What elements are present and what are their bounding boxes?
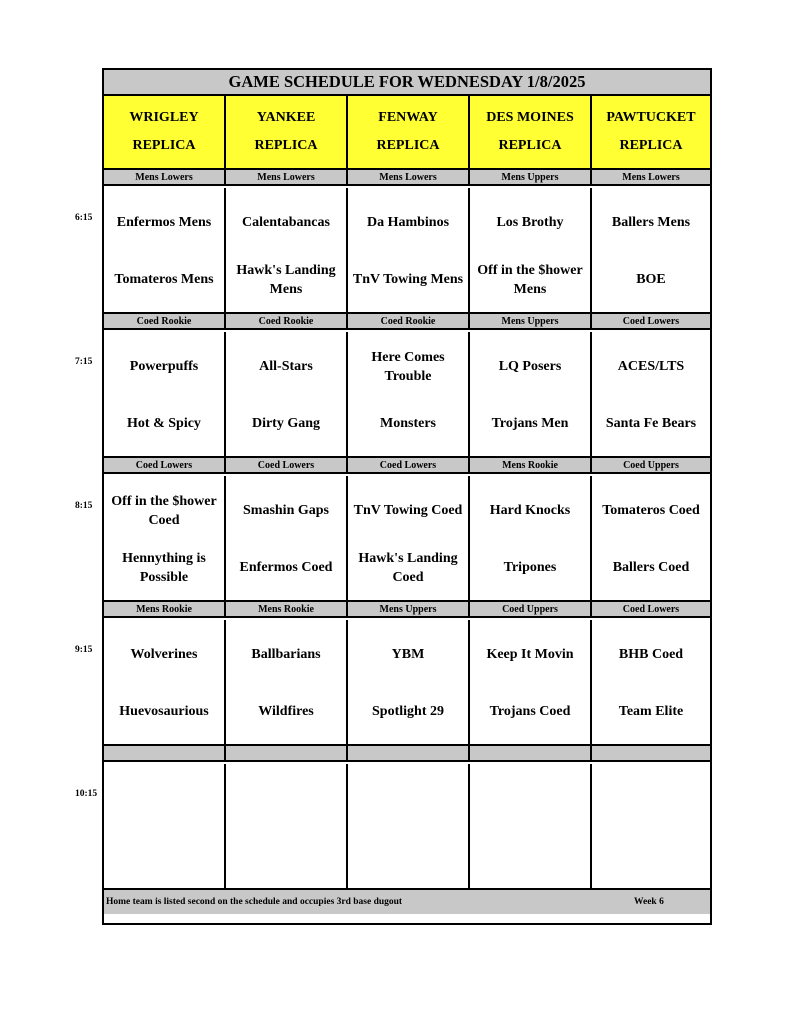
venue-name: WRIGLEY [129, 110, 199, 125]
division-label: Mens Rookie [226, 602, 348, 616]
away-team: BHB Coed [618, 647, 684, 662]
division-label: Coed Lowers [226, 458, 348, 472]
division-label: Coed Rookie [104, 314, 226, 328]
game-cell [104, 332, 226, 458]
home-team: Santa Fe Bears [605, 416, 697, 431]
division-row [104, 456, 710, 474]
division-label: Coed Lowers [622, 315, 680, 327]
game-cell [470, 764, 592, 890]
away-team: ACES/LTS [617, 359, 685, 374]
game-cell [470, 476, 592, 602]
division-label: Mens Uppers [348, 602, 470, 616]
away-team: TnV Towing Coed [353, 503, 463, 518]
home-team: BOE [636, 272, 666, 287]
venue-name: YANKEE [256, 110, 316, 125]
venue-subtitle: REPLICA [254, 138, 318, 153]
home-team: Trojans Men [491, 416, 569, 431]
game-cell [104, 476, 226, 602]
game-cell [104, 620, 226, 746]
division-label [470, 746, 592, 760]
game-cell [226, 332, 348, 458]
game-cell [104, 188, 226, 314]
division-label [226, 746, 348, 760]
home-team: Tomateros Mens [114, 272, 214, 287]
venue-header [348, 96, 470, 168]
home-team: Dirty Gang [251, 416, 321, 431]
footer-row [104, 888, 710, 914]
division-label: Mens Lowers [104, 170, 226, 184]
away-team: LQ Posers [498, 359, 562, 374]
away-team: Wolverines [130, 647, 198, 662]
game-cell [226, 188, 348, 314]
division-label [592, 746, 710, 760]
game-cell [592, 764, 710, 890]
away-team: Here Comes Trouble [371, 349, 445, 384]
division-row [104, 600, 710, 618]
division-label: Coed Uppers [623, 459, 679, 471]
venue-header [104, 96, 226, 168]
division-label: Mens Lowers [226, 170, 348, 184]
home-team: Hennything is Possible [122, 550, 206, 585]
away-team: Powerpuffs [129, 359, 199, 374]
game-row [104, 188, 710, 314]
away-team: Smashin Gaps [243, 503, 329, 518]
game-cell [348, 764, 470, 890]
home-team: TnV Towing Mens [352, 272, 464, 287]
game-cell [470, 332, 592, 458]
venue-header [226, 96, 348, 168]
venue-header [592, 96, 710, 168]
away-team: Ballbarians [251, 647, 321, 662]
home-team: Spotlight 29 [372, 704, 444, 719]
division-label: Coed Lowers [104, 458, 226, 472]
venue-header [470, 96, 592, 168]
game-cell [348, 188, 470, 314]
title-row [104, 70, 710, 96]
division-label: Mens Lowers [348, 170, 470, 184]
venue-header-row [104, 96, 710, 170]
game-cell [226, 764, 348, 890]
game-cell [592, 332, 710, 458]
away-team: Ballers Mens [611, 215, 691, 230]
division-label [348, 746, 470, 760]
division-label: Mens Uppers [470, 314, 592, 328]
game-row [104, 764, 710, 890]
game-cell [104, 764, 226, 890]
division-label: Mens Lowers [622, 171, 680, 183]
game-cell [348, 476, 470, 602]
away-team: Calentabancas [242, 215, 330, 230]
game-row [104, 476, 710, 602]
venue-name: FENWAY [378, 110, 438, 125]
home-team: Hot & Spicy [127, 416, 201, 431]
home-team: Team Elite [618, 704, 684, 719]
time-slot-label: 6:15 [75, 213, 93, 223]
home-team: Monsters [380, 416, 436, 431]
game-row [104, 620, 710, 746]
game-cell [226, 476, 348, 602]
division-label: Mens Rookie [104, 602, 226, 616]
home-team: Hawk's Landing Mens [236, 262, 336, 297]
home-team: Tripones [503, 560, 557, 575]
home-team: Ballers Coed [612, 560, 690, 575]
away-team: Hard Knocks [489, 503, 571, 518]
game-cell [226, 620, 348, 746]
away-team: Los Brothy [496, 215, 564, 230]
schedule-title: GAME SCHEDULE FOR WEDNESDAY 1/8/2025 [228, 72, 586, 91]
home-team: Hawk's Landing Coed [358, 550, 458, 585]
division-label [104, 746, 226, 760]
division-label: Coed Lowers [348, 458, 470, 472]
time-slot-label: 7:15 [75, 357, 93, 367]
venue-name: DES MOINES [486, 110, 574, 125]
time-slot-label: 8:15 [75, 501, 93, 511]
game-cell [592, 188, 710, 314]
home-team: Off in the $hower Mens [477, 262, 583, 297]
game-cell [470, 620, 592, 746]
division-label: Mens Rookie [470, 458, 592, 472]
division-label: Coed Rookie [226, 314, 348, 328]
away-team: All-Stars [259, 359, 313, 374]
division-label: Coed Lowers [622, 603, 680, 615]
home-team: Wildfires [258, 704, 314, 719]
game-cell [348, 620, 470, 746]
home-team: Enfermos Coed [239, 560, 333, 575]
week-label: Week 6 [634, 897, 664, 907]
venue-name: PAWTUCKET [606, 110, 696, 125]
division-label: Coed Uppers [470, 602, 592, 616]
time-slot-label: 9:15 [75, 645, 93, 655]
division-row [104, 744, 710, 762]
game-cell [470, 188, 592, 314]
away-team: YBM [391, 647, 425, 662]
away-team: Enfermos Mens [116, 215, 212, 230]
venue-subtitle: REPLICA [132, 138, 196, 153]
division-row [104, 312, 710, 330]
division-row [104, 168, 710, 186]
away-team: Keep It Movin [486, 647, 574, 662]
game-cell [348, 332, 470, 458]
game-row [104, 332, 710, 458]
home-team: Huevosaurious [119, 704, 209, 719]
away-team: Tomateros Coed [602, 503, 700, 518]
venue-subtitle: REPLICA [376, 138, 440, 153]
home-team: Trojans Coed [489, 704, 571, 719]
away-team: Da Hambinos [366, 215, 450, 230]
time-slot-label: 10:15 [75, 789, 98, 799]
home-team-note: Home team is listed second on the schedule and occupies 3rd base dugout [106, 897, 403, 907]
division-label: Mens Uppers [470, 170, 592, 184]
away-team: Off in the $hower Coed [111, 493, 217, 528]
game-cell [592, 620, 710, 746]
venue-subtitle: REPLICA [498, 138, 562, 153]
venue-subtitle: REPLICA [619, 138, 683, 153]
game-cell [592, 476, 710, 602]
division-label: Coed Rookie [348, 314, 470, 328]
schedule-table [102, 68, 712, 925]
